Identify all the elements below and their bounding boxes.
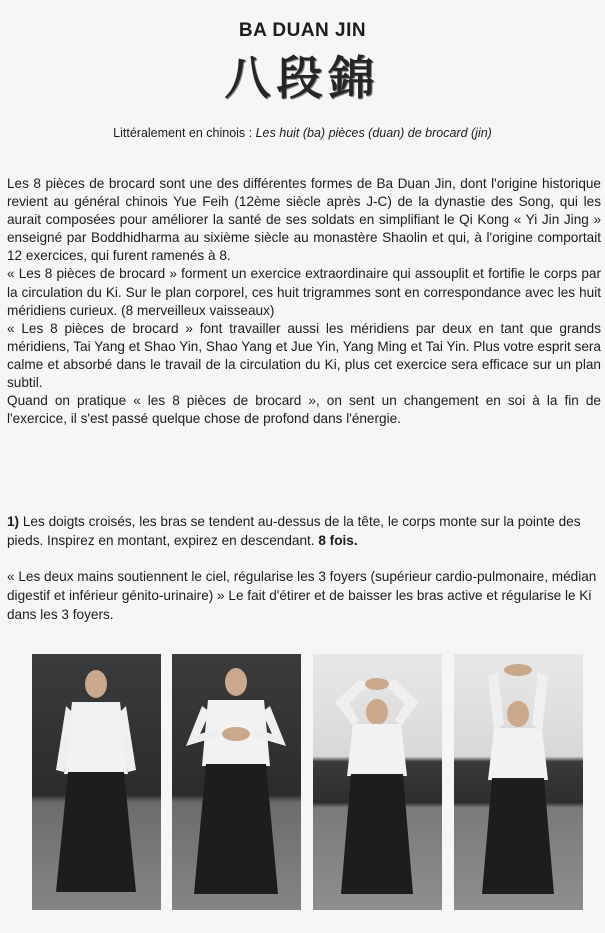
person-figure-3	[313, 654, 442, 910]
intro-paragraph-1: Les 8 pièces de brocard sont une des différentes formes de Ba Duan Jin, dont l'origine historique revient au général chinois Yue Feih (12ème siècle après J-C) de la dynastie des Song, qui les aurait composées pour améliorer la santé de ses soldats en simplifiant le Qi Kong « Yi Jin Jing » enseigné par Boddhidharma au sixième siècle au monastère Shaolin et qui, à l'origine comportait 12 exercices, qui furent ramenés à 8.	[7, 176, 601, 264]
step-1-quote	[7, 567, 599, 624]
subtitle-translation: Les huit (ba) pièces (duan) de brocard (jin)	[255, 126, 492, 140]
step-number: 1)	[7, 514, 20, 529]
intro-paragraph-2: « Les 8 pièces de brocard » forment un exercice extraordinaire qui assouplit et fortifie le corps par la circulation du Ki. Sur le plan corporel, ces huit trigrammes sont en correspondance avec les huit méridiens curieux. (8 merveilleux vaisseaux)	[7, 266, 601, 318]
photo-pose-4	[454, 654, 583, 910]
step-repetitions: 8 fois.	[318, 533, 358, 548]
quote-text: « Les deux mains soutiennent le ciel, régularise les 3 foyers (supérieur cardio-pulmonaire, médian digestif et inférieur génito-urinaire) » Le fait d'étirer et de baisser les bras active et régularise le Ki dans les 3 foyers.	[7, 569, 597, 622]
person-figure-4	[454, 654, 583, 910]
photo-pose-2	[172, 654, 301, 910]
person-figure-2	[172, 654, 301, 910]
photo-pose-3	[313, 654, 442, 910]
subtitle	[0, 126, 605, 140]
step-text: Les doigts croisés, les bras se tendent au-dessus de la tête, le corps monte sur la pointe des pieds. Inspirez en montant, expirez en descendant.	[7, 514, 581, 548]
step-1	[7, 512, 599, 550]
page-title: BA DUAN JIN	[238, 20, 367, 41]
intro-paragraph-4: Quand on pratique « les 8 pièces de brocard », on sent un changement en soi à la fin de l'exercice, il s'est passé quelque chose de profond dans l'énergie.	[7, 393, 601, 427]
chinese-title: 八段錦	[224, 51, 381, 105]
subtitle-prefix: Littéralement en chinois :	[113, 126, 256, 140]
photo-strip	[0, 654, 605, 914]
intro-paragraph-3: « Les 8 pièces de brocard » font travailler aussi les méridiens par deux en tant que grands méridiens, Tai Yang et Shao Yin, Shao Yang et Jue Yin, Yang Ming et Tai Yin. Plus votre esprit sera calme et absorbé dans le travail de la circulation du Ki, plus cet exercice sera efficace sur un plan subtil.	[7, 320, 601, 391]
person-figure-1	[32, 654, 161, 910]
photo-pose-1	[32, 654, 161, 910]
intro-text	[7, 175, 601, 428]
